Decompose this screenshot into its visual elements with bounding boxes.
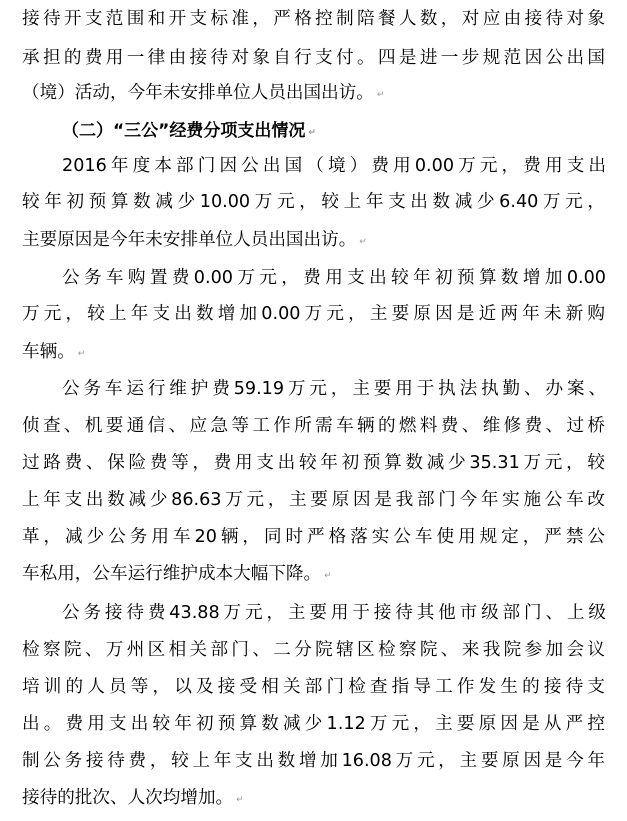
text-line: 侦查、机要通信、应急等工作所需车辆的燃料费、维修费、过桥 — [22, 416, 605, 436]
paragraph-mark-icon: ↵ — [308, 128, 316, 138]
text-line: 较年初预算数减少10.00万元，较上年支出数减少6.40万元， — [22, 192, 605, 212]
paragraph-mark-icon: ↵ — [324, 571, 332, 581]
text-line: 过路费、保险费等，费用支出较年初预算数减少35.31万元，较 — [22, 453, 605, 473]
text-line: 接待开支范围和开支标准，严格控制陪餐人数，对应由接待对象 — [22, 9, 605, 29]
text-line: 出。费用支出较年初预算数减少1.12万元，主要原因是从严控 — [22, 714, 605, 734]
section-heading: （二）“三公”经费分项支出情况 ↵ — [62, 121, 316, 141]
text-line: 检察院、万州区相关部门、二分院辖区检察院、来我院参加会议 — [22, 640, 605, 660]
text-line: 主要原因是今年未安排单位人员出国出访。 ↵ — [22, 230, 367, 250]
text-line: 接待的批次、人次均增加。 ↵ — [22, 788, 244, 808]
text-line: 公务车购置费0.00万元，费用支出较年初预算数增加0.00 — [62, 268, 606, 288]
text-line: 2016年度本部门因公出国（境）费用0.00万元，费用支出 — [62, 156, 606, 176]
text-line: 革，减少公务用车20辆，同时严格落实公车使用规定，严禁公 — [22, 527, 605, 547]
paragraph-mark-icon: ↵ — [236, 795, 244, 805]
paragraph-mark-icon: ↵ — [77, 349, 86, 359]
paragraph-mark-icon: ↵ — [359, 237, 367, 247]
text-line: 承担的费用一律由接待对象自行支付。四是进一步规范因公出国 — [22, 48, 605, 68]
text-line: 车辆。 ↵ — [22, 342, 86, 362]
text-line: 上年支出数减少86.63万元，主要原因是我部门今年实施公车改 — [22, 490, 605, 510]
text-line: 车私用，公车运行维护成本大幅下降。 ↵ — [22, 564, 332, 584]
paragraph-mark-icon: ↵ — [376, 90, 385, 100]
text-line: 制公务接待费，较上年支出数增加16.08万元，主要原因是今年 — [22, 751, 605, 771]
text-line: 公务车运行维护费59.19万元，主要用于执法执勤、办案、 — [62, 379, 606, 399]
text-line: 培训的人员等，以及接受相关部门检查指导工作发生的接待支 — [22, 677, 605, 697]
text-line: 公务接待费43.88万元，主要用于接待其他市级部门、上级 — [62, 603, 606, 623]
text-line: （境）活动，今年未安排单位人员出国出访。 ↵ — [22, 83, 385, 103]
text-line: 万元，较上年支出数增加0.00万元，主要原因是近两年未新购 — [22, 304, 605, 324]
